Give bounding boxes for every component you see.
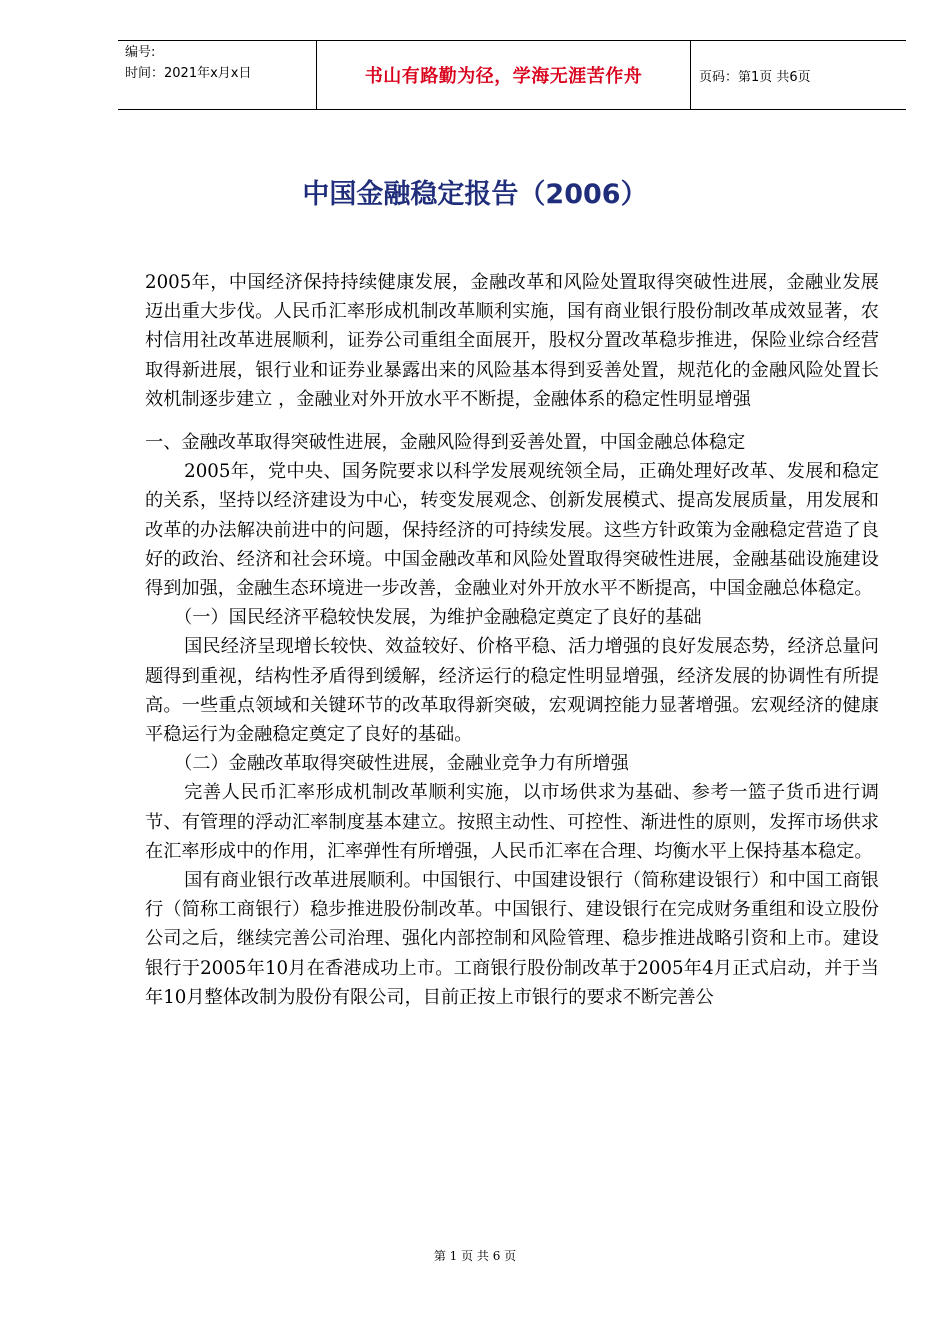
body-paragraph: 国民经济呈现增长较快、效益较好、价格平稳、活力增强的良好发展态势，经济总量问题得到重视，结构性矛盾得到缓解，经济运行的稳定性明显增强，经济发展的协调性有所提高。一些重点领域和关键环节的改革取得新突破，宏观调控能力显著增强。宏观经济的健康平稳运行为金融稳定奠定了良好的基础。 [145, 636, 879, 746]
section-heading-1: 一、金融改革取得突破性进展，金融风险得到妥善处置，中国金融总体稳定 [145, 432, 746, 454]
header-meta-cell [118, 41, 316, 109]
serial-label: 编号: [125, 45, 156, 60]
motto: 书山有路勤为径，学海无涯苦作舟 [364, 66, 643, 87]
body-paragraph: 国有商业银行改革进展顺利。中国银行、中国建设银行（简称建设银行）和中国工商银行（简称工商银行）稳步推进股份制改革。中国银行、建设银行在完成财务重组和设立股份公司之后，继续完善公司治理、强化内部控制和风险管理、稳步推进战略引资和上市。建设银行于2005年10月在香港成功上市。工商银行股份制改革于2005年4月正式启动，并于当年10月整体改制为股份有限公司，目前正按上市银行的要求不断完善公 [145, 870, 879, 1008]
page-info: 页码：第1页 共6页 [699, 69, 811, 85]
body-paragraph: 完善人民币汇率形成机制改革顺利实施，以市场供求为基础、参考一篮子货币进行调节、有管理的浮动汇率制度基本建立。按照主动性、可控性、渐进性的原则，发挥市场供求在汇率形成中的作用，汇率弹性有所增强，人民币汇率在合理、均衡水平上保持基本稳定。 [145, 782, 879, 862]
subsection-heading-2: （二）金融改革取得突破性进展，金融业竞争力有所增强 [174, 753, 629, 775]
subsection-heading-1: （一）国民经济平稳较快发展，为维护金融稳定奠定了良好的基础 [174, 607, 702, 629]
page-footer: 第 1 页 共 6 页 [433, 1249, 517, 1263]
document-title: 中国金融稳定报告（2006） [302, 179, 648, 210]
header-table [118, 40, 906, 110]
page-info-cell [691, 41, 906, 109]
body-paragraph: 2005年，党中央、国务院要求以科学发展观统领全局，正确处理好改革、发展和稳定的关系，坚持以经济建设为中心，转变发展观念、创新发展模式、提高发展质量，用发展和改革的办法解决前进中的问题，保持经济的可持续发展。这些方针政策为金融稳定营造了良好的政治、经济和社会环境。中国金融改革和风险处置取得突破性进展，金融基础设施建设得到加强，金融生态环境进一步改善，金融业对外开放水平不断提高，中国金融总体稳定。 [145, 461, 879, 600]
document-body [145, 268, 879, 1012]
motto-cell [316, 41, 691, 109]
intro-paragraph: 2005年，中国经济保持持续健康发展，金融改革和风险处置取得突破性进展，金融业发展迈出重大步伐。人民币汇率形成机制改革顺利实施，国有商业银行股份制改革成效显著，农村信用社改革进展顺利，证券公司重组全面展开，股权分置改革稳步推进，保险业综合经营取得新进展，银行业和证券业暴露出来的风险基本得到妥善处置，规范化的金融风险处置长效机制逐步建立 ，金融业对外开放水平不断提，金融体系的稳定性明显增强 [145, 272, 879, 410]
time-label: 时间：2021年x月x日 [125, 66, 252, 81]
